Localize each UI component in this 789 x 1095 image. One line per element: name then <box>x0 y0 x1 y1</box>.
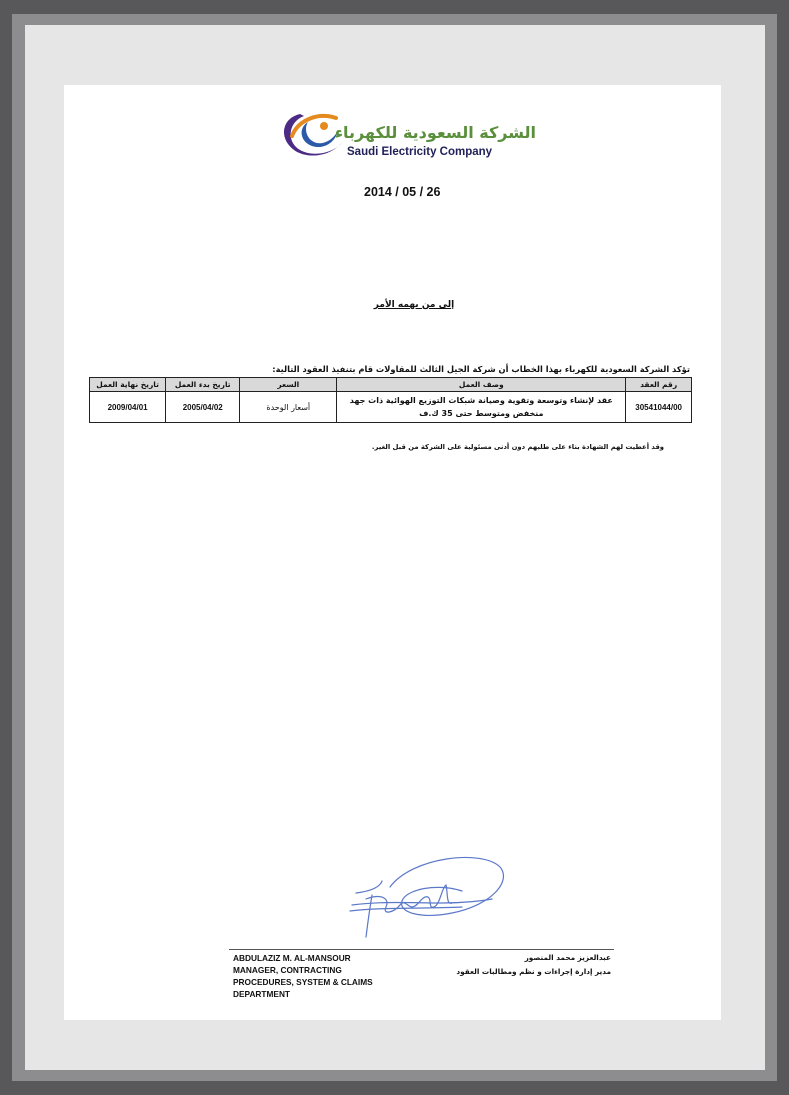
company-name-english: Saudi Electricity Company <box>347 146 493 158</box>
header-contract-no: رقم العقد <box>626 378 692 392</box>
letter-page <box>64 85 721 1020</box>
table-row <box>90 392 692 423</box>
signatory-name-ar: عبدالعزيز محمد المنصور <box>524 953 611 962</box>
contracts-table <box>89 377 692 423</box>
cell-start-date: 2005/04/02 <box>166 392 240 423</box>
cell-work-description <box>337 392 626 423</box>
signatory-english <box>233 952 403 1000</box>
cell-contract-no: 30541044/00 <box>626 392 692 423</box>
signatory-title-en-3: DEPARTMENT <box>233 989 291 999</box>
signature-divider <box>229 949 614 950</box>
header-work-description: وصف العمل <box>337 378 626 392</box>
work-description-line2: منخفض ومتوسط حتى 35 ك.ف <box>419 409 544 418</box>
cell-price: أسعار الوحدة <box>240 392 337 423</box>
signatory-name-en: ABDULAZIZ M. AL-MANSOUR <box>233 953 351 963</box>
handwritten-signature <box>342 847 512 947</box>
header-start-date: تاريخ بدء العمل <box>166 378 240 392</box>
table-header-row <box>90 378 692 392</box>
letter-date: 2014 / 05 / 26 <box>364 185 441 199</box>
signatory-title-en-1: MANAGER, CONTRACTING <box>233 965 342 975</box>
header-end-date: تاريخ نهاية العمل <box>90 378 166 392</box>
cell-end-date: 2009/04/01 <box>90 392 166 423</box>
signatory-title-en-2: PROCEDURES, SYSTEM & CLAIMS <box>233 977 373 987</box>
closing-paragraph: وقد أعطيت لهم الشهادة بناء على طلبهم دون أدنى مسئولية على الشركة من قبل الغير. <box>371 443 664 451</box>
signatory-arabic <box>424 951 611 979</box>
header-price: السعر <box>240 378 337 392</box>
company-name-arabic: الشركة السعودية للكهرباء <box>334 123 536 142</box>
intro-paragraph: تؤكد الشركة السعودية للكهرباء بهذا الخطاب أن شركة الجيل الثالث للمقاولات قام بتنفيذ العقود التالية: <box>272 364 690 374</box>
work-description-line1: عقد لإنشاء وتوسعة وتقوية وصيانة شبكات التوزيع الهوائية ذات جهد <box>349 396 613 405</box>
signatory-title-ar: مدير إدارة إجراءات و نظم ومطالبات العقود <box>456 967 611 976</box>
recipient-heading: إلى من يهمه الأمر <box>373 300 455 310</box>
